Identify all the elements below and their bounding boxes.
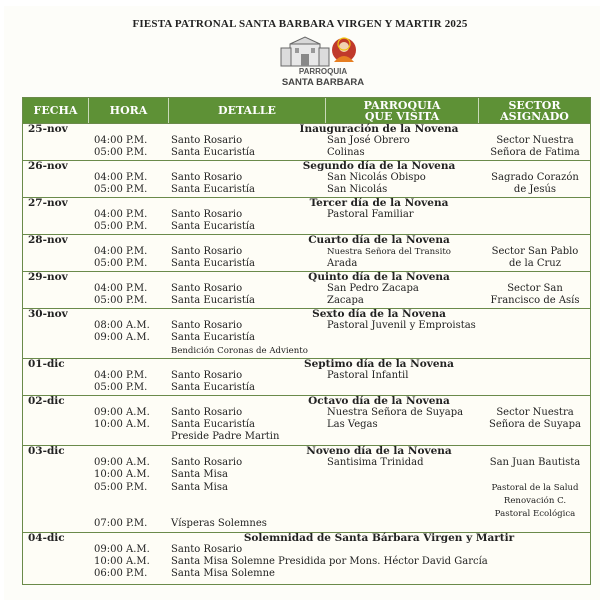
row-parish: San José Obrero — [327, 135, 410, 146]
header-hora: HORA — [89, 98, 169, 123]
row-detail: Santa Misa — [171, 482, 228, 493]
row-time: 04:00 P.M. — [94, 209, 148, 220]
row-detail: Santo Rosario — [171, 544, 243, 555]
row-parish: Zacapa — [327, 295, 364, 306]
row-time: 04:00 P.M. — [94, 370, 148, 381]
row-time: 05:00 P.M. — [94, 382, 148, 393]
header-sector: SECTOR ASIGNADO — [500, 98, 569, 123]
row-detail: Santa Eucaristía — [171, 147, 256, 158]
row-sector: Señora de Fatima — [490, 147, 580, 158]
row-parish: Pastoral Infantil — [327, 370, 409, 381]
row-time: 07:00 P.M. — [94, 518, 148, 529]
row-detail: Vísperas Solemnes — [171, 518, 267, 529]
row-time: 08:00 A.M. — [94, 320, 150, 331]
row-time: 05:00 P.M. — [94, 147, 148, 158]
row-time: 10:00 A.M. — [94, 556, 150, 567]
day-title: Septimo día de la Novena — [304, 358, 454, 370]
day-date: 26-nov — [28, 160, 68, 172]
day-header — [23, 271, 590, 283]
logo-caption-main: SANTA BARBARA — [281, 77, 365, 88]
row-time: 04:00 P.M. — [94, 172, 148, 183]
row-parish: Santisima Trinidad — [327, 457, 424, 468]
parish-logo — [268, 36, 378, 92]
row-time: 04:00 P.M. — [94, 246, 148, 257]
row-detail: Santa Misa Solemne — [171, 568, 275, 579]
row-detail: Santa Eucaristía — [171, 332, 256, 343]
row-sector: de Jesús — [513, 184, 557, 195]
row-detail: Santo Rosario — [171, 135, 243, 146]
header-detalle: DETALLE — [169, 98, 326, 123]
row-parish: Pastoral Juvenil y Emproistas — [327, 320, 476, 331]
day-title: Quinto día de la Novena — [308, 271, 450, 283]
row-detail: Santa Eucaristía — [171, 258, 256, 269]
day-header — [23, 395, 590, 407]
table-header — [23, 98, 590, 123]
row-detail: Santo Rosario — [171, 320, 243, 331]
row-time: 05:00 P.M. — [94, 221, 148, 232]
day-header — [23, 308, 590, 320]
day-header — [23, 358, 590, 370]
row-detail: Santo Rosario — [171, 283, 243, 294]
row-parish: Colinas — [327, 147, 365, 158]
row-detail: Bendición Coronas de Adviento — [171, 346, 308, 356]
day-date: 28-nov — [28, 234, 68, 246]
day-header — [23, 160, 590, 172]
day-date: 04-dic — [28, 532, 65, 544]
row-sector: de la Cruz — [509, 258, 561, 269]
day-header — [23, 197, 590, 209]
row-detail: Santo Rosario — [171, 457, 243, 468]
row-sector: Pastoral de la Salud — [491, 483, 579, 493]
row-sector: Sector San — [507, 283, 563, 294]
row-detail: Santo Rosario — [171, 407, 243, 418]
day-title: Sexto día de la Novena — [312, 308, 446, 320]
row-detail: Santa Eucaristía — [171, 184, 256, 195]
row-time: 09:00 A.M. — [94, 332, 150, 343]
day-date: 01-dic — [28, 358, 65, 370]
row-time: 04:00 P.M. — [94, 135, 148, 146]
row-detail: Santa Eucaristía — [171, 295, 256, 306]
row-time: 09:00 A.M. — [94, 407, 150, 418]
row-parish: Pastoral Familiar — [327, 209, 414, 220]
row-time: 05:00 P.M. — [94, 184, 148, 195]
row-time: 05:00 P.M. — [94, 482, 148, 493]
day-title: Octavo día de la Novena — [308, 395, 450, 407]
row-parish: Nuestra Señora de Suyapa — [327, 407, 464, 418]
day-title: Segundo día de la Novena — [302, 160, 456, 172]
row-parish: San Pedro Zacapa — [327, 283, 419, 294]
day-title: Solemnidad de Santa Bárbara Virgen y Martir — [243, 532, 515, 544]
day-header — [23, 445, 590, 457]
row-detail: Santo Rosario — [171, 246, 243, 257]
row-sector: Pastoral Ecológica — [494, 509, 576, 519]
row-sector: Señora de Suyapa — [489, 419, 581, 430]
row-time: 09:00 A.M. — [94, 457, 150, 468]
page-title: FIESTA PATRONAL SANTA BARBARA VIRGEN Y MARTIR 2025 — [132, 18, 468, 30]
row-time: 06:00 P.M. — [94, 568, 148, 579]
header-parroquia: PARROQUIA QUE VISITA — [326, 98, 479, 123]
row-time: 05:00 P.M. — [94, 258, 148, 269]
row-parish: Las Vegas — [327, 419, 378, 430]
row-detail: Santa Eucaristía — [171, 419, 256, 430]
row-parish: San Nicolás Obispo — [327, 172, 426, 183]
row-time: 09:00 A.M. — [94, 544, 150, 555]
day-header — [23, 234, 590, 246]
row-sector: Sector Nuestra — [496, 135, 574, 146]
row-time: 10:00 A.M. — [94, 469, 150, 480]
row-detail: Santo Rosario — [171, 172, 243, 183]
row-parish: Arada — [327, 258, 358, 269]
day-header — [23, 532, 590, 544]
day-title: Tercer día de la Novena — [309, 197, 449, 209]
row-sector: Sagrado Corazón — [491, 172, 579, 183]
row-sector: Francisco de Asís — [490, 295, 580, 306]
row-detail: Santa Misa Solemne Presidida por Mons. Héctor David García — [171, 556, 488, 567]
row-sector: Renovación C. — [503, 496, 567, 506]
row-time: 10:00 A.M. — [94, 419, 150, 430]
row-time: 04:00 P.M. — [94, 283, 148, 294]
row-sector: Sector San Pablo — [491, 246, 579, 257]
header-fecha: FECHA — [23, 98, 89, 123]
day-date: 30-nov — [28, 308, 68, 320]
day-date: 27-nov — [28, 197, 68, 209]
logo-caption-top: PARROQUIA — [298, 67, 348, 76]
day-title: Noveno día de la Novena — [306, 445, 452, 457]
day-date: 25-nov — [28, 123, 68, 135]
church-icon — [268, 36, 378, 68]
row-detail: Santo Rosario — [171, 370, 243, 381]
row-detail: Santa Misa — [171, 469, 228, 480]
row-sector: Sector Nuestra — [496, 407, 574, 418]
row-detail: Santo Rosario — [171, 209, 243, 220]
row-detail: Santa Eucaristía — [171, 382, 256, 393]
day-header — [23, 123, 590, 135]
row-sector: San Juan Bautista — [489, 457, 581, 468]
row-detail: Santa Eucaristía — [171, 221, 256, 232]
row-parish: Nuestra Señora del Transito — [327, 247, 451, 257]
day-title: Inauguración de la Novena — [299, 123, 459, 135]
row-time: 05:00 P.M. — [94, 295, 148, 306]
row-detail: Preside Padre Martin — [171, 431, 280, 442]
day-date: 29-nov — [28, 271, 68, 283]
day-date: 02-dic — [28, 395, 65, 407]
day-date: 03-dic — [28, 445, 65, 457]
row-parish: San Nicolás — [327, 184, 388, 195]
schedule-table — [22, 97, 591, 585]
day-title: Cuarto día de la Novena — [308, 234, 450, 246]
